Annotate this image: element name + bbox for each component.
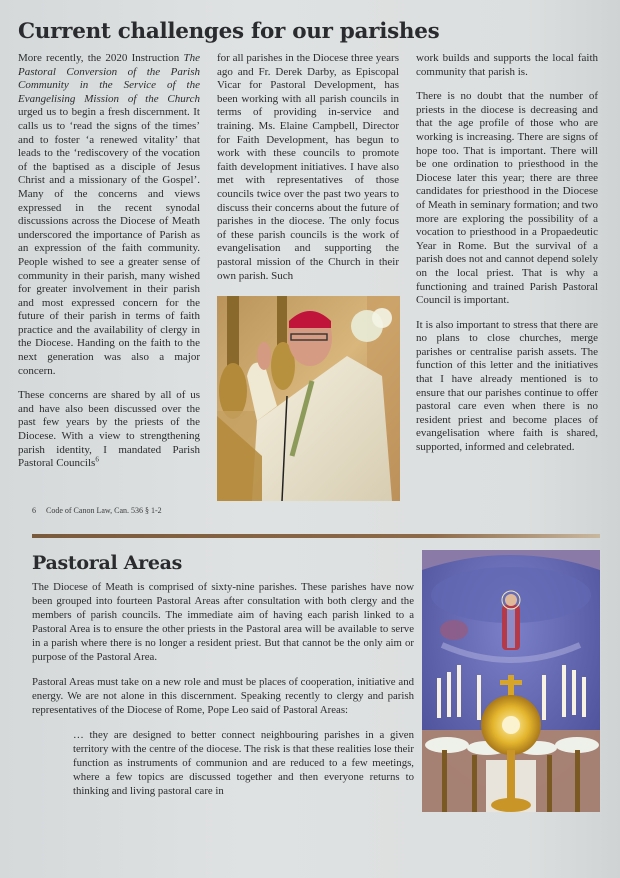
- paragraph-text: These concerns are shared by all of us and have also been discussed over the past few years by the priests of the Diocese. With a view to strengthening parish identity, I mandated Parish Pastoral Councils: [18, 389, 200, 470]
- paragraph: Pastoral Areas must take on a new role and must be places of cooperation, initiative and energy. We are not alone in this discernment. Speaking recently to clergy and parish representatives of the Diocese of Rome, Pope Leo said of Pastoral Areas:: [32, 676, 414, 717]
- footnote-ref: 6: [95, 455, 99, 464]
- pastoral-areas-body: [32, 580, 414, 798]
- section-title-pastoral-areas: Pastoral Areas: [32, 552, 183, 575]
- challenges-columns: [18, 52, 600, 501]
- paragraph: The Diocese of Meath is comprised of sixty-nine parishes. These parishes have now been grouped into fourteen Pastoral Areas after consultation with both clergy and the members of parish councils. The immediate aim of having each parish linked to a Pastoral Area is to ensure the other priests in the Pastoral area will be available to serve in a parish where there is no longer a resident priest. But that cannot be the only aim or purpose of the Pastoral Area.: [32, 581, 414, 664]
- altar-monstrance-photo: [422, 550, 600, 812]
- paragraph: [18, 389, 200, 471]
- section-title-current-challenges: Current challenges for our parishes: [18, 19, 440, 44]
- pope-leo-quote: … they are designed to better connect neighbouring parishes in a given territory with the centre of the diocese. The risk is that these realities lose their function as instruments of communion and are reduced to a few meetings, where a few topics are discussed together and then everyone returns to thinking and living pastoral care in: [73, 729, 414, 798]
- footnote-number: 6: [32, 506, 36, 516]
- paragraph-text: More recently, the 2020 Instruction: [18, 52, 184, 64]
- bishop-photo-illustration: [217, 296, 400, 501]
- section-divider: [32, 534, 600, 538]
- text-column-1: [18, 52, 200, 482]
- pastoral-areas-section: [32, 580, 600, 812]
- paragraph: It is also important to stress that there are no plans to close churches, merge parishes or centralise parish assets. The function of this letter and the initiatives that I have already mentioned is to ensure that our parishes continue to offer pastoral care even when there is no resident priest and become places of evangelisation where faith is shared, supported, informed and celebrated.: [416, 318, 598, 454]
- paragraph: [18, 52, 200, 378]
- text-column-3: [416, 52, 598, 466]
- footnote: [32, 505, 600, 516]
- text-column-2: [217, 52, 399, 501]
- altar-photo-illustration: [422, 550, 600, 812]
- footnote-text: Code of Canon Law, Can. 536 § 1-2: [46, 506, 162, 516]
- paragraph-text: urged us to begin a fresh discernment. It calls us to ‘read the signs of the times’ and to foster ‘a renewed vitality’ that leads to the ‘rediscovery of the vocation of the baptised as a disciple of Jesus Christ and a missionary of the Gospel’. Many of the concerns and views expressed in the recent synodal discussions across the Diocese of Meath underscored the importance of Parish as an expression of the faith community. People wished to see a greater sense of community in their parish, many wished for greater involvement in their parish and most expressed concern for the future of their parish in terms of faith practice and the availability of clergy in the Diocese. Handing on the faith to the next generation was also a major concern.: [18, 106, 200, 377]
- paragraph: for all parishes in the Diocese three years ago and Fr. Derek Darby, as Episcopal Vicar for Pastoral Development, has been working with all parish councils in terms of providing in-service and training. Ms. Elaine Campbell, Director for Faith Development, has begun to work with these councils to promote faith development initiatives. I have also met with representatives of those councils twice over the past two years to discuss their concerns about the future of parishes in the diocese. The only focus of these parish councils is the work of evangelisation and supporting the pastoral mission of the Church in their own parish. Such: [217, 52, 399, 282]
- bishop-preaching-photo: [217, 296, 400, 501]
- paragraph: work builds and supports the local faith community that parish is.: [416, 52, 598, 78]
- document-title-italic: The Pastoral Conversion of the Parish Community in the Service of the Evangelising Mission of the Church: [18, 52, 200, 105]
- paragraph: There is no doubt that the number of priests in the diocese is decreasing and that the age profile of those who are working is increasing. There are signs of hope too. That is important. There will be one ordination to priesthood in the Diocese later this year; there are three candidates for priesthood in the Diocese of Meath in seminary formation; and two more are exploring the possibility of a vocation to priesthood in a Propaedeutic Year in Rome. But the survival of a parish does not and cannot depend solely on the local priest. That is why a functioning and trained Parish Pastoral Council is important.: [416, 90, 598, 307]
